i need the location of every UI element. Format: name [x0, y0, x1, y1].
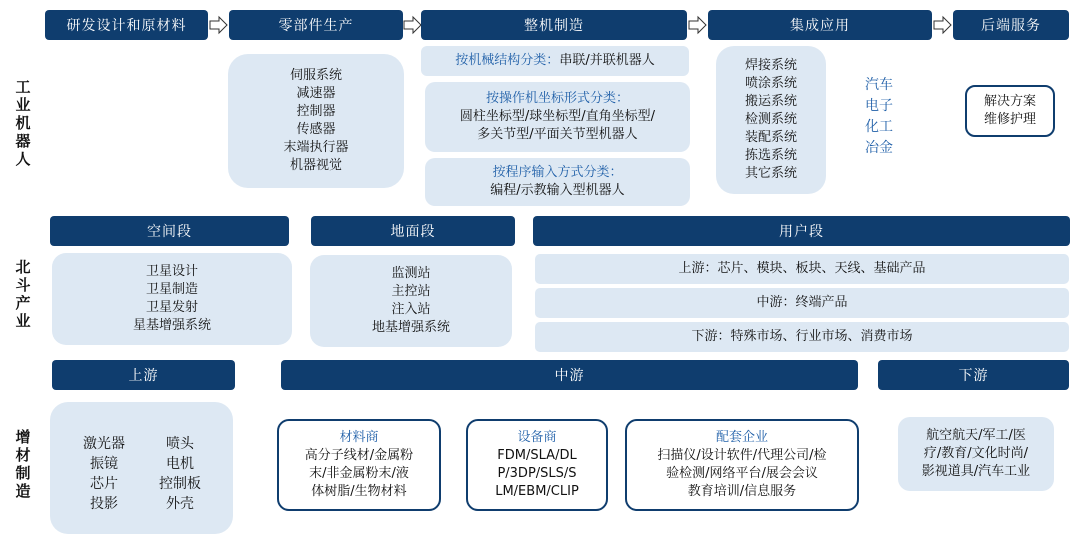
- arrow-right-icon: [688, 15, 708, 35]
- user-midstream: 中游：终端产品: [535, 288, 1069, 318]
- systems-list: 焊接系统 喷涂系统 搬运系统 检测系统 装配系统 拣选系统 其它系统: [716, 46, 826, 194]
- industrial-robot-side-label: 工 业 机 器 人: [15, 78, 31, 168]
- after-service-box: 解决方案 维修护理: [965, 85, 1055, 137]
- arrow-right-icon: [403, 15, 423, 35]
- stage-upstream: 上游: [52, 360, 235, 390]
- segment-ground: 地面段: [311, 216, 515, 246]
- arrow-right-icon: [933, 15, 953, 35]
- equipment-box: 设备商 FDM/SLA/DL P/3DP/SLS/S LM/EBM/CLIP: [466, 419, 608, 511]
- support-box: 配套企业 扫描仪/设计软件/代理公司/检 验检测/网络平台/展会会议 教育培训/信息服务: [625, 419, 859, 511]
- components-list: 伺服系统 减速器 控制器 传感器 末端执行器 机器视觉: [228, 54, 404, 188]
- beidou-side-label: 北 斗 产 业: [15, 258, 31, 330]
- space-segment-list: 卫星设计 卫星制造 卫星发射 星基增强系统: [52, 253, 292, 345]
- stage-components: 零部件生产: [229, 10, 403, 40]
- classify-mechanical: 按机械结构分类：串联/并联机器人: [421, 46, 689, 76]
- stage-integration: 集成应用: [708, 10, 932, 40]
- downstream-list: 航空航天/军工/医 疗/教育/文化时尚/ 影视道具/汽车工业: [898, 417, 1054, 491]
- upstream-list: [50, 402, 233, 534]
- classify-input: 按程序输入方式分类： 编程/示教输入型机器人: [425, 158, 690, 206]
- ground-segment-list: 监测站 主控站 注入站 地基增强系统: [310, 255, 512, 347]
- upstream-hardware-right: 喷头 电机 控制板 外壳: [159, 436, 201, 512]
- arrow-right-icon: [209, 15, 229, 35]
- additive-side-label: 增 材 制 造: [15, 428, 31, 500]
- stage-after-service: 后端服务: [953, 10, 1069, 40]
- user-upstream: 上游：芯片、模块、板块、天线、基础产品: [535, 254, 1069, 284]
- stage-rd-design: 研发设计和原材料: [45, 10, 208, 40]
- industries-list: 汽车 电子 化工 冶金: [865, 77, 893, 156]
- segment-space: 空间段: [50, 216, 289, 246]
- segment-user: 用户段: [533, 216, 1070, 246]
- user-downstream: 下游：特殊市场、行业市场、消费市场: [535, 322, 1069, 352]
- stage-assembly: 整机制造: [421, 10, 687, 40]
- stage-downstream: 下游: [878, 360, 1069, 390]
- stage-midstream: 中游: [281, 360, 858, 390]
- classify-coordinate: 按操作机坐标形式分类： 圆柱坐标型/球坐标型/直角坐标型/ 多关节型/平面关节型机器人: [425, 82, 690, 152]
- upstream-hardware-left: 激光器 振镜 芯片 投影: [83, 436, 125, 512]
- materials-box: 材料商 高分子线材/金属粉 末/非金属粉末/液 体树脂/生物材料: [277, 419, 441, 511]
